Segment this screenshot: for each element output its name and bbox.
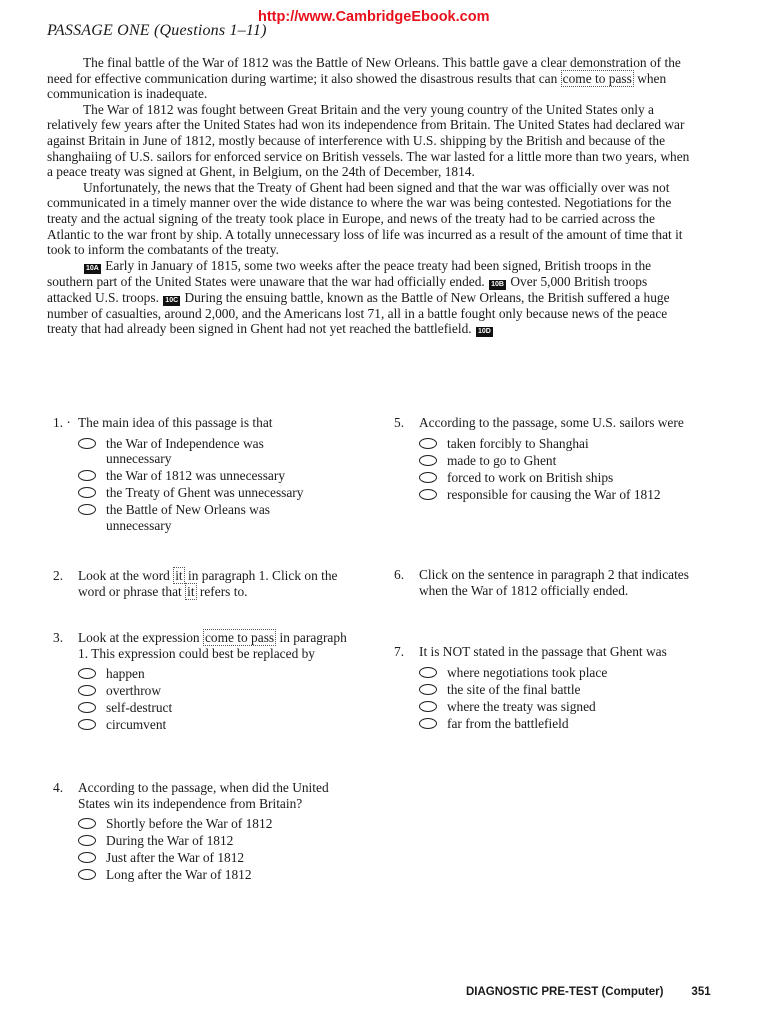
question-5-stem: According to the passage, some U.S. sailors were — [419, 415, 684, 430]
option-text: responsible for causing the War of 1812 — [447, 486, 661, 502]
paragraph-1-start[interactable]: The final battle of the War of 1812 was the Battle of New Orleans. This battle gave a clear demonstration of the need for effective communication during wartime; it also showed the disastrous results that can — [47, 55, 681, 86]
radio-oval-icon[interactable] — [78, 504, 96, 515]
question-7-option-b[interactable] — [419, 682, 694, 698]
question-7-stem: It is NOT stated in the passage that Ghent was — [419, 644, 667, 659]
option-text: the War of 1812 was unnecessary — [106, 468, 286, 484]
question-7-option-a[interactable] — [419, 665, 694, 681]
question-5-option-b[interactable] — [419, 453, 704, 469]
question-6-stem: Click on the sentence in paragraph 2 that indicates when the War of 1812 officially ended. — [419, 567, 689, 598]
paragraph-2[interactable]: The War of 1812 was fought between Great Britain and the very young country of the United States only a relatively few years after the United States had won its independence from Britain. The United States had declared war against Britain in June of 1812, mostly because of interference with U.S. shipping by the British and because of the shanghaiing of U.S. sailors for enforced service on British vessels. The war lasted for a little more than two years, when a peace treaty was signed at Ghent, in Belgium, on the 24th of December, 1814. — [47, 101, 690, 180]
question-5 — [394, 415, 704, 504]
radio-oval-icon[interactable] — [419, 701, 437, 712]
question-4-options — [78, 816, 353, 883]
question-5-number: 5. — [394, 415, 405, 430]
question-1-option-b[interactable] — [78, 468, 353, 484]
option-text: the War of Independence was unnecessary — [106, 435, 264, 467]
question-4-stem: According to the passage, when did the United States win its independence from Britain? — [78, 780, 329, 811]
question-3-stem-text: in paragraph 1. This expression could best be replaced by — [78, 630, 347, 661]
question-2-stem-text: Look at the word — [78, 568, 174, 583]
question-1-option-d[interactable] — [78, 502, 353, 533]
radio-oval-icon[interactable] — [78, 719, 96, 730]
paragraph-4-sentence-a[interactable]: Early in January of 1815, some two weeks after the peace treaty had been signed, British troops in the southern part of the United States were unaware that the war had officially ended. — [47, 257, 652, 289]
option-text: overthrow — [106, 683, 162, 699]
question-6 — [394, 567, 694, 598]
radio-oval-icon[interactable] — [78, 685, 96, 696]
question-7 — [394, 644, 694, 733]
page-footer — [466, 986, 711, 998]
option-text: far from the battlefield — [447, 715, 569, 731]
paragraph-1-end[interactable]: when communication is inadequate. — [47, 70, 667, 102]
radio-oval-icon[interactable] — [78, 852, 96, 863]
paragraph-1 — [47, 55, 695, 102]
option-text: made to go to Ghent — [447, 452, 557, 468]
page-number: 351 — [691, 986, 711, 998]
question-5-options — [419, 436, 704, 503]
option-text: the Battle of New Orleans was unnecessary — [106, 502, 270, 533]
option-text: self-destruct — [106, 700, 173, 716]
option-text: Long after the War of 1812 — [106, 867, 252, 883]
question-5-option-d[interactable] — [419, 487, 704, 503]
question-3-option-d[interactable] — [78, 717, 353, 733]
option-text: forced to work on British ships — [447, 469, 614, 485]
radio-oval-icon[interactable] — [419, 472, 437, 483]
paragraph-4-sentence-c[interactable]: During the ensuing battle, known as the Battle of New Orleans, the British suffered a huge number of casualties, around 2,000, and the Americans lost 71, all in a battle fought only because news of the peace treaty that had already been signed in Ghent had not yet reached the battlefield. — [47, 289, 670, 337]
highlight-it: it — [175, 568, 183, 583]
option-text: Shortly before the War of 1812 — [106, 816, 273, 832]
radio-oval-icon[interactable] — [419, 718, 437, 729]
radio-oval-icon[interactable] — [419, 455, 437, 466]
option-text: happen — [106, 666, 145, 682]
question-3-option-b[interactable] — [78, 683, 353, 699]
question-4-option-d[interactable] — [78, 867, 353, 883]
question-1-option-c[interactable] — [78, 485, 353, 501]
highlight-come-to-pass: come to pass — [204, 630, 275, 645]
insertion-marker-10b[interactable]: 10B — [491, 280, 504, 288]
question-4 — [53, 780, 353, 884]
question-2-stem-text: refers to. — [196, 583, 248, 599]
question-7-options — [419, 665, 694, 732]
question-3-option-c[interactable] — [78, 700, 353, 716]
radio-oval-icon[interactable] — [419, 489, 437, 500]
question-3-number: 3. — [53, 630, 64, 645]
question-7-option-c[interactable] — [419, 699, 694, 715]
question-2-stem — [78, 568, 353, 599]
question-7-number: 7. — [394, 644, 405, 659]
radio-oval-icon[interactable] — [78, 487, 96, 498]
question-1-number: 1. · — [53, 415, 71, 430]
question-4-number: 4. — [53, 780, 64, 795]
question-3-options — [78, 666, 353, 733]
question-3-option-a[interactable] — [78, 666, 353, 682]
question-1-option-a[interactable] — [78, 436, 353, 467]
question-4-option-a[interactable] — [78, 816, 353, 832]
highlight-come-to-pass[interactable]: come to pass — [562, 70, 632, 86]
option-text: Just after the War of 1812 — [106, 850, 245, 866]
radio-oval-icon[interactable] — [419, 667, 437, 678]
question-7-option-d[interactable] — [419, 716, 694, 732]
option-text: where the treaty was signed — [447, 698, 596, 714]
footer-title: DIAGNOSTIC PRE-TEST (Computer) — [466, 986, 664, 998]
question-5-option-a[interactable] — [419, 436, 704, 452]
insertion-marker-10a[interactable]: 10A — [86, 264, 99, 272]
insertion-marker-10c[interactable]: 10C — [165, 296, 179, 304]
radio-oval-icon[interactable] — [78, 835, 96, 846]
question-1-options — [78, 436, 353, 534]
passage-heading: PASSAGE ONE (Questions 1–11) — [47, 22, 267, 39]
option-text: circumvent — [106, 717, 167, 733]
question-2-stem-text: in paragraph 1. Click on the word or phrase that — [78, 568, 338, 599]
question-4-option-b[interactable] — [78, 833, 353, 849]
question-2-number: 2. — [53, 568, 64, 583]
radio-oval-icon[interactable] — [78, 869, 96, 880]
radio-oval-icon[interactable] — [78, 668, 96, 679]
paragraph-4 — [47, 258, 695, 338]
question-2 — [53, 568, 353, 599]
source-url-link[interactable]: http://www.CambridgeEbook.com — [258, 9, 490, 25]
question-1 — [53, 415, 353, 535]
radio-oval-icon[interactable] — [419, 684, 437, 695]
highlight-it: it — [187, 583, 195, 599]
paragraph-4-sentence-b[interactable]: Over 5,000 British troops attacked U.S. troops. — [47, 273, 648, 305]
option-text: where negotiations took place — [447, 664, 608, 680]
option-text: the site of the final battle — [447, 681, 581, 697]
radio-oval-icon[interactable] — [78, 818, 96, 829]
radio-oval-icon[interactable] — [78, 702, 96, 713]
question-1-stem: The main idea of this passage is that — [78, 415, 273, 430]
question-4-option-c[interactable] — [78, 850, 353, 866]
option-text: During the War of 1812 — [106, 833, 234, 849]
question-3-stem — [78, 630, 353, 661]
passage — [47, 55, 695, 337]
insertion-marker-10d[interactable]: 10D — [477, 328, 491, 336]
radio-oval-icon[interactable] — [78, 438, 96, 449]
option-text: taken forcibly to Shanghai — [447, 435, 589, 451]
question-3-stem-text: Look at the expression — [78, 630, 203, 645]
radio-oval-icon[interactable] — [78, 470, 96, 481]
paragraph-3[interactable]: Unfortunately, the news that the Treaty of Ghent had been signed and that the war was officially over was not communicated in a timely manner over the wide distance to where the war was being contested. Negotiations for the treaty and the actual signing of the treaty took place in Europe, and news of the treaty had to be carried across the Atlantic to the war front by ship. A totally unnecessary loss of life was incurred as a result of the amount of time that it took to inform the combatants of the treaty. — [47, 179, 683, 258]
question-5-option-c[interactable] — [419, 470, 704, 486]
question-6-number: 6. — [394, 567, 405, 582]
radio-oval-icon[interactable] — [419, 438, 437, 449]
question-3 — [53, 630, 353, 734]
option-text: the Treaty of Ghent was unnecessary — [106, 485, 304, 501]
